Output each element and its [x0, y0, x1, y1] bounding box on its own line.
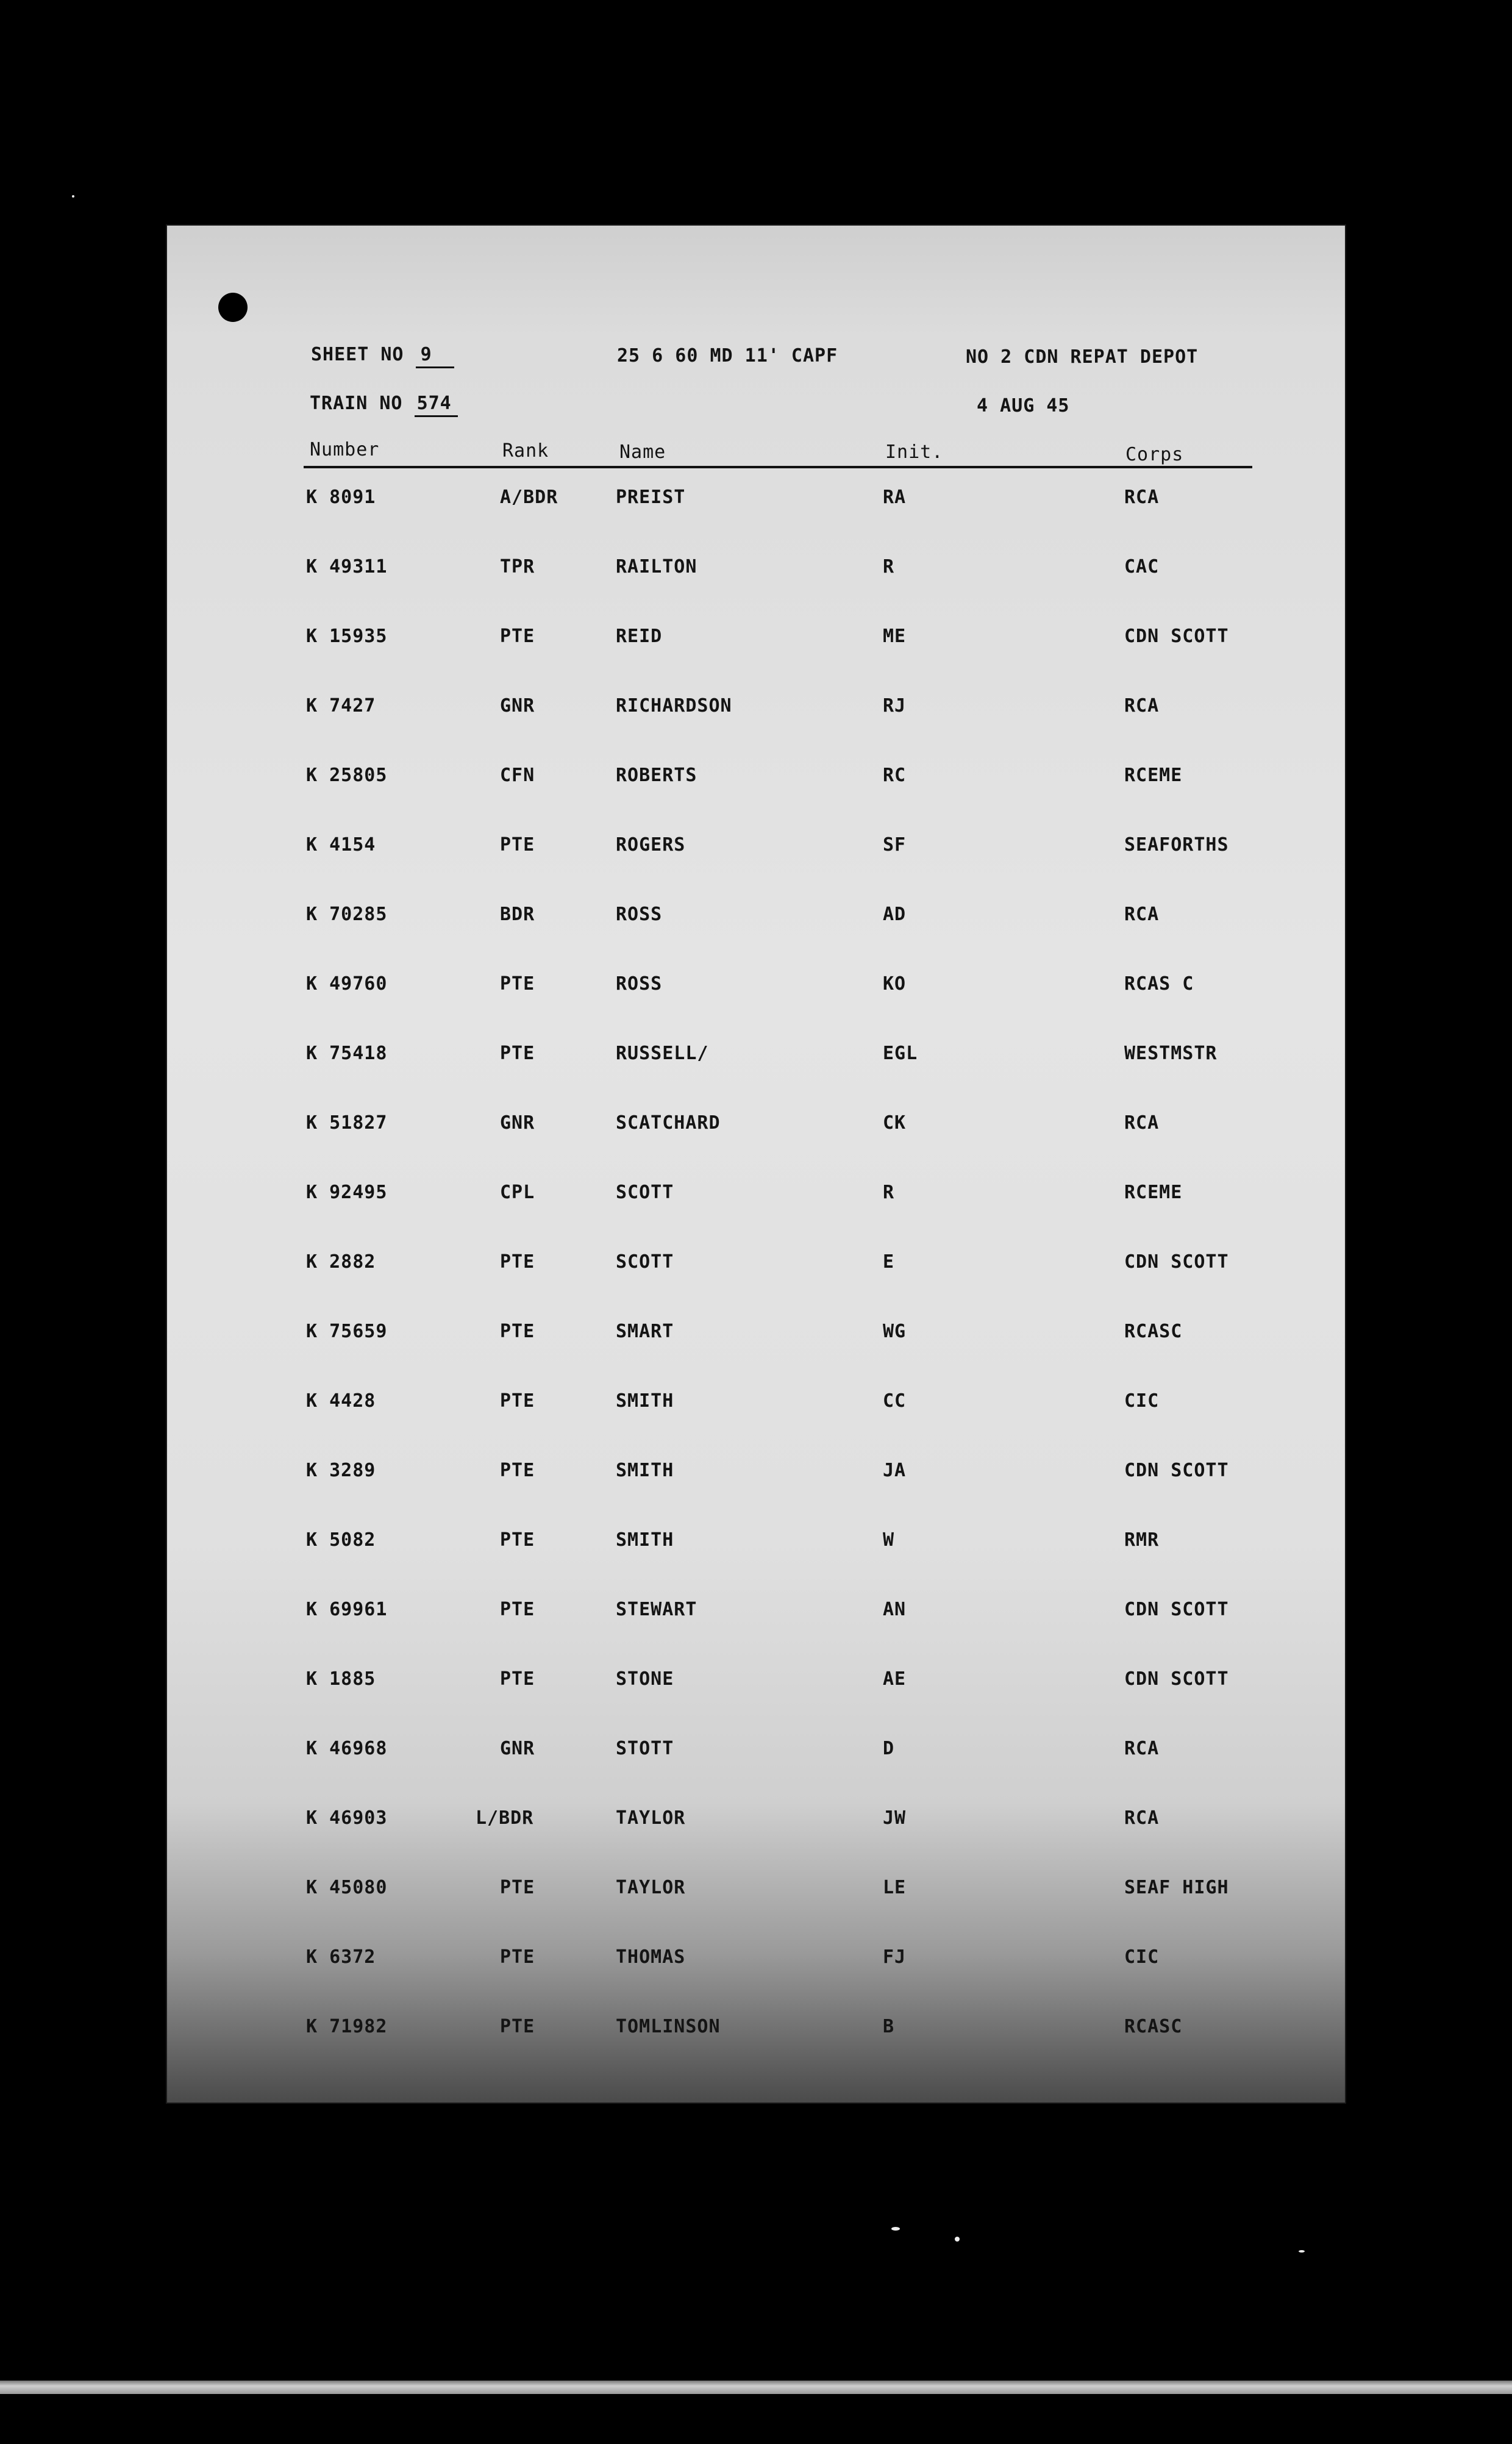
rank: GNR — [500, 1112, 535, 1134]
corps: SEAFORTHS — [1124, 834, 1229, 856]
corps: RMR — [1124, 1529, 1160, 1551]
list-item — [166, 1599, 1346, 1635]
initials: WG — [883, 1321, 907, 1342]
list-item — [166, 904, 1346, 940]
service-number: K 69961 — [306, 1599, 388, 1620]
rank: PTE — [500, 2016, 535, 2037]
rank: PTE — [500, 1599, 535, 1620]
surname: ROSS — [616, 904, 663, 925]
rank: A/BDR — [500, 487, 558, 508]
service-number: K 1885 — [306, 1668, 376, 1690]
initials: AE — [883, 1668, 907, 1690]
surname: REID — [616, 626, 663, 647]
initials: B — [883, 2016, 895, 2037]
list-item — [166, 1807, 1346, 1844]
column-header-name: Name — [619, 441, 666, 463]
service-number: K 25805 — [306, 765, 388, 786]
list-item — [166, 626, 1346, 662]
surname: PREIST — [616, 487, 686, 508]
initials: CK — [883, 1112, 907, 1134]
rank: GNR — [500, 1738, 535, 1759]
service-number: K 3289 — [306, 1460, 376, 1481]
surname: STEWART — [616, 1599, 697, 1620]
surname: SCATCHARD — [616, 1112, 721, 1134]
corps: RCEME — [1124, 765, 1183, 786]
initials: KO — [883, 973, 907, 995]
initials: RC — [883, 765, 907, 786]
list-item — [166, 1946, 1346, 1983]
list-item — [166, 1738, 1346, 1774]
initials: W — [883, 1529, 895, 1551]
list-item — [166, 695, 1346, 732]
service-number: K 49311 — [306, 556, 388, 577]
surname: THOMAS — [616, 1946, 686, 1968]
corps: RCASC — [1124, 2016, 1183, 2037]
corps: CIC — [1124, 1390, 1160, 1412]
service-number: K 15935 — [306, 626, 388, 647]
list-item — [166, 1460, 1346, 1496]
service-number: K 46903 — [306, 1807, 388, 1829]
initials: LE — [883, 1877, 907, 1898]
service-number: K 2882 — [306, 1251, 376, 1273]
rank: PTE — [500, 973, 535, 995]
service-number: K 49760 — [306, 973, 388, 995]
initials: AN — [883, 1599, 907, 1620]
scan-speck — [955, 2237, 960, 2242]
scan-speck — [72, 195, 74, 198]
rank: TPR — [500, 556, 535, 577]
rank: CPL — [500, 1182, 535, 1203]
surname: SMITH — [616, 1529, 674, 1551]
initials: AD — [883, 904, 907, 925]
surname: RUSSELL/ — [616, 1043, 709, 1064]
corps: CDN SCOTT — [1124, 1251, 1229, 1273]
surname: SCOTT — [616, 1182, 674, 1203]
initials: FJ — [883, 1946, 907, 1968]
list-item — [166, 1321, 1346, 1357]
depot-name: NO 2 CDN REPAT DEPOT — [966, 346, 1199, 368]
surname: SCOTT — [616, 1251, 674, 1273]
corps: WESTMSTR — [1124, 1043, 1218, 1064]
column-header-init: Init. — [885, 441, 944, 463]
list-item — [166, 1251, 1346, 1288]
order-reference: 25 6 60 MD 11' CAPF — [617, 345, 838, 366]
initials: JW — [883, 1807, 907, 1829]
list-item — [166, 487, 1346, 523]
rank: PTE — [500, 1251, 535, 1273]
document-sheet — [166, 224, 1346, 2104]
list-item — [166, 1529, 1346, 1566]
column-header-number: Number — [310, 439, 380, 460]
list-item — [166, 765, 1346, 801]
list-item — [166, 1390, 1346, 1427]
train-label: TRAIN NO — [310, 393, 403, 414]
list-item — [166, 1877, 1346, 1913]
corps: RCA — [1124, 695, 1160, 716]
corps: RCA — [1124, 1112, 1160, 1134]
rank: PTE — [500, 834, 535, 856]
surname: TAYLOR — [616, 1807, 686, 1829]
initials: RA — [883, 487, 907, 508]
rank: PTE — [500, 1043, 535, 1064]
surname: ROGERS — [616, 834, 686, 856]
sheet-number-line — [311, 344, 454, 365]
corps: RCA — [1124, 487, 1160, 508]
train-number-line — [310, 393, 458, 414]
initials: RJ — [883, 695, 907, 716]
list-item — [166, 2016, 1346, 2053]
rank: L/BDR — [476, 1807, 534, 1829]
list-item — [166, 834, 1346, 871]
surname: STONE — [616, 1668, 674, 1690]
initials: CC — [883, 1390, 907, 1412]
corps: RCASC — [1124, 1321, 1183, 1342]
surname: SMART — [616, 1321, 674, 1342]
corps: SEAF HIGH — [1124, 1877, 1229, 1898]
rank: PTE — [500, 1321, 535, 1342]
service-number: K 71982 — [306, 2016, 388, 2037]
sheet-date: 4 AUG 45 — [977, 395, 1070, 416]
service-number: K 7427 — [306, 695, 376, 716]
corps: CDN SCOTT — [1124, 626, 1229, 647]
rank: PTE — [500, 1460, 535, 1481]
list-item — [166, 556, 1346, 593]
rank: CFN — [500, 765, 535, 786]
surname: TAYLOR — [616, 1877, 686, 1898]
surname: RICHARDSON — [616, 695, 732, 716]
corps: CDN SCOTT — [1124, 1599, 1229, 1620]
initials: JA — [883, 1460, 907, 1481]
surname: RAILTON — [616, 556, 697, 577]
service-number: K 6372 — [306, 1946, 376, 1968]
corps: RCEME — [1124, 1182, 1183, 1203]
rank: PTE — [500, 626, 535, 647]
service-number: K 4154 — [306, 834, 376, 856]
service-number: K 92495 — [306, 1182, 388, 1203]
rank: PTE — [500, 1877, 535, 1898]
scan-speck — [1299, 2250, 1305, 2253]
initials: EGL — [883, 1043, 918, 1064]
list-item — [166, 1182, 1346, 1218]
service-number: K 51827 — [306, 1112, 388, 1134]
rank: PTE — [500, 1946, 535, 1968]
list-item — [166, 1043, 1346, 1079]
corps: RCAS C — [1124, 973, 1194, 995]
corps: RCA — [1124, 1807, 1160, 1829]
list-item — [166, 973, 1346, 1010]
scan-edge-strip — [0, 2381, 1512, 2394]
header-rule — [304, 466, 1252, 468]
service-number: K 45080 — [306, 1877, 388, 1898]
service-number: K 4428 — [306, 1390, 376, 1412]
surname: ROBERTS — [616, 765, 697, 786]
service-number: K 8091 — [306, 487, 376, 508]
rank: PTE — [500, 1668, 535, 1690]
corps: CAC — [1124, 556, 1160, 577]
initials: D — [883, 1738, 895, 1759]
service-number: K 75659 — [306, 1321, 388, 1342]
train-number: 574 — [415, 393, 458, 417]
surname: SMITH — [616, 1460, 674, 1481]
service-number: K 5082 — [306, 1529, 376, 1551]
list-item — [166, 1112, 1346, 1149]
initials: E — [883, 1251, 895, 1273]
initials: R — [883, 1182, 895, 1203]
service-number: K 46968 — [306, 1738, 388, 1759]
corps: CIC — [1124, 1946, 1160, 1968]
rank: GNR — [500, 695, 535, 716]
surname: SMITH — [616, 1390, 674, 1412]
rank: PTE — [500, 1529, 535, 1551]
column-header-corps: Corps — [1125, 444, 1184, 465]
surname: TOMLINSON — [616, 2016, 721, 2037]
service-number: K 75418 — [306, 1043, 388, 1064]
rank: BDR — [500, 904, 535, 925]
initials: SF — [883, 834, 907, 856]
column-header-rank: Rank — [502, 440, 549, 462]
sheet-number: 9 — [416, 344, 454, 368]
scan-speck — [891, 2227, 900, 2231]
surname: STOTT — [616, 1738, 674, 1759]
initials: R — [883, 556, 895, 577]
corps: CDN SCOTT — [1124, 1460, 1229, 1481]
service-number: K 70285 — [306, 904, 388, 925]
initials: ME — [883, 626, 907, 647]
surname: ROSS — [616, 973, 663, 995]
corps: RCA — [1124, 1738, 1160, 1759]
list-item — [166, 1668, 1346, 1705]
sheet-label: SHEET NO — [311, 344, 404, 365]
rank: PTE — [500, 1390, 535, 1412]
punch-hole — [218, 293, 248, 322]
corps: CDN SCOTT — [1124, 1668, 1229, 1690]
corps: RCA — [1124, 904, 1160, 925]
